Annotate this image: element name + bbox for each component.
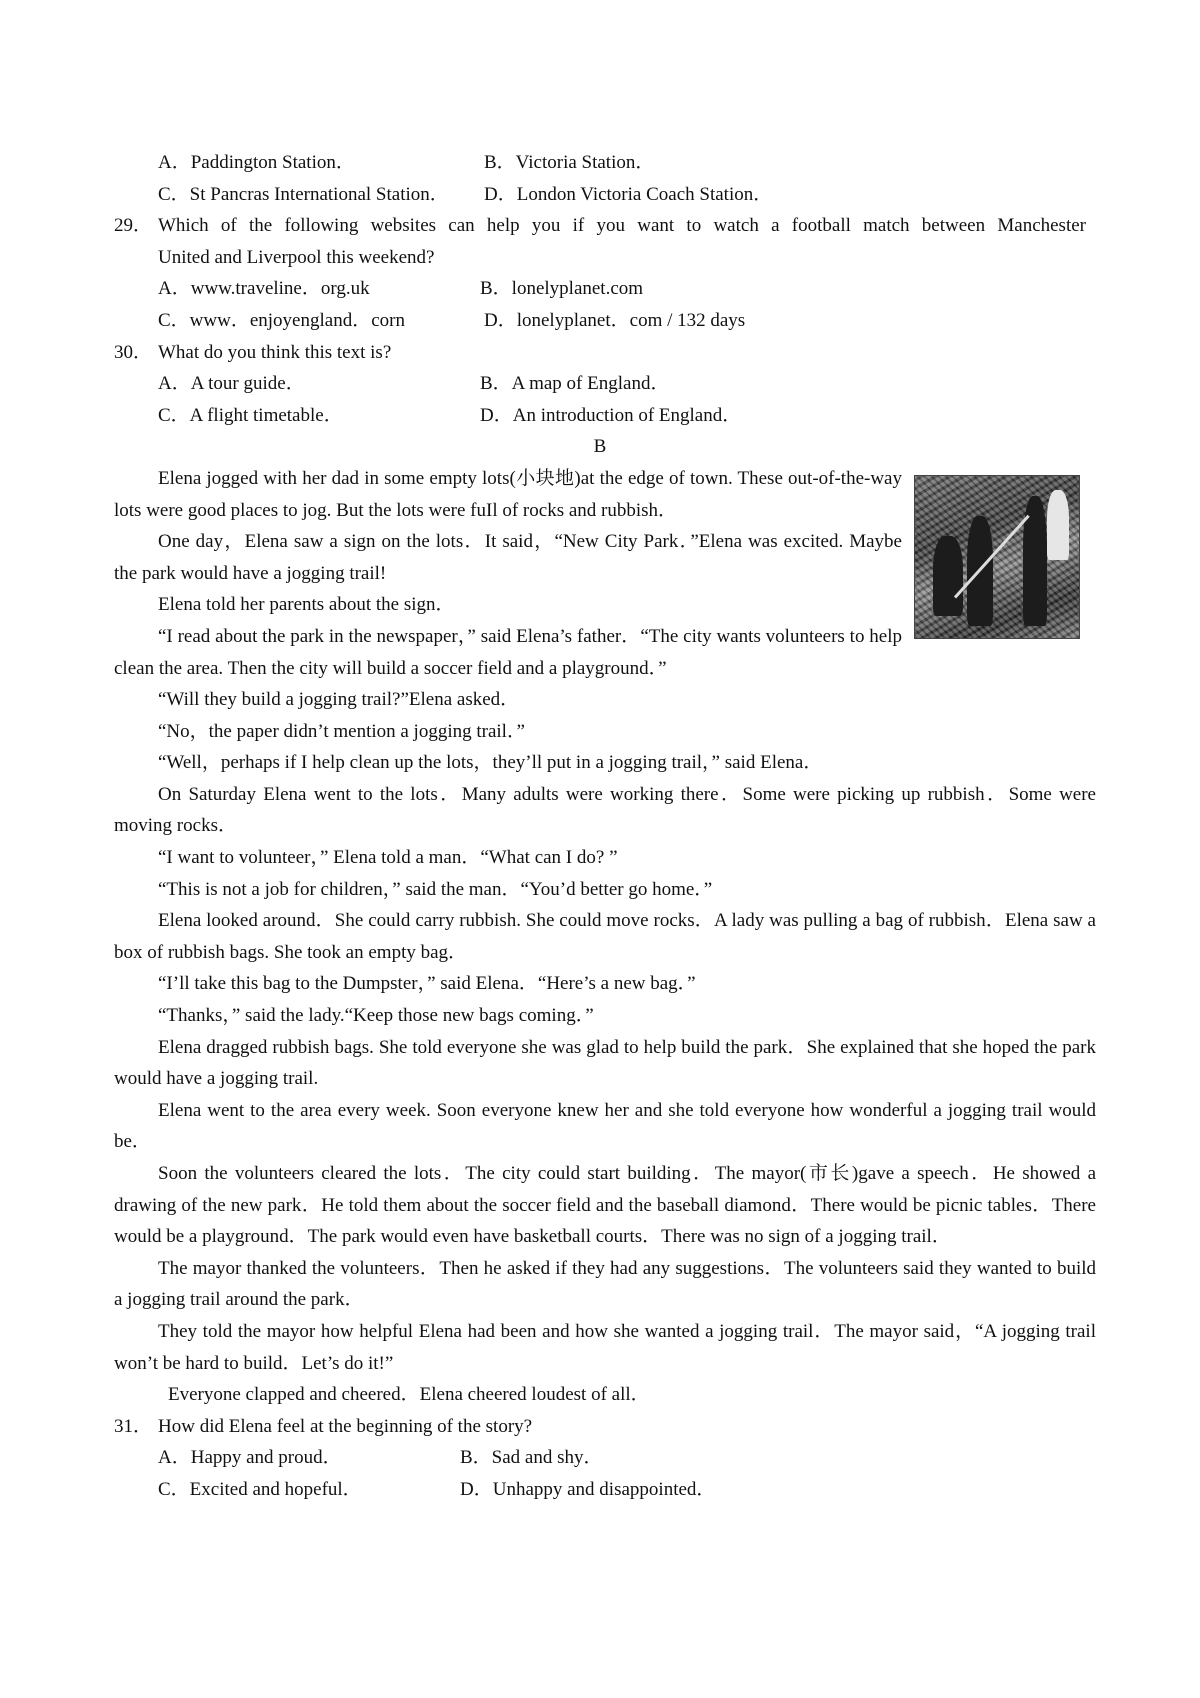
q30-option-a: A．A tour guide．: [158, 373, 305, 395]
q30-option-b: B．A map of England．: [480, 373, 670, 395]
passage-paragraph-19: Everyone clapped and cheered．Elena cheered loudest of all．: [168, 1384, 650, 1406]
passage-paragraph-9: “I want to volunteer，” Elena told a man．“What can I do? ”: [158, 847, 618, 869]
q31-option-b: B．Sad and shy．: [460, 1447, 603, 1469]
passage-paragraph-3: Elena told her parents about the sign．: [158, 594, 455, 616]
q31-options-row-1: [0, 1442, 1200, 1474]
passage-paragraph-6: “No，the paper didn’t mention a jogging trail．”: [158, 720, 525, 742]
passage-paragraph-10: “This is not a job for children，” said the man．“You’d better go home．”: [158, 878, 713, 900]
q29-option-b: B．lonelyplanet.com: [480, 278, 644, 300]
exam-page: [0, 147, 1200, 1506]
q31-stem: [0, 1411, 1200, 1443]
q29-option-a: A．www.traveline．org.uk: [158, 278, 370, 300]
q28-option-b: B．Victoria Station．: [484, 152, 655, 173]
passage-paragraph-11: Elena looked around．She could carry rubbish. She could move rocks．A lady was pulling a bag of rubbish．Elena saw a box of rubbish bags. She took an empty bag．: [114, 910, 1096, 963]
q29-options-row-2: [0, 305, 1200, 337]
photo-figure-1: [933, 536, 963, 616]
q29-stem: [0, 210, 1200, 242]
q29-stem-cont: [0, 242, 1200, 274]
q29-option-c: C．www．enjoyengland．corn: [158, 309, 405, 331]
passage-paragraph-5: “Will they build a jogging trail?”Elena asked．: [158, 689, 520, 711]
q31-option-c: C．Excited and hopeful．: [158, 1478, 362, 1500]
q29-option-d: D．lonelyplanet．com / 132 days: [484, 309, 746, 331]
q31-text: How did Elena feel at the beginning of the story?: [158, 1415, 533, 1437]
q31-number: 31．: [114, 1415, 153, 1437]
q29-text-line-1: Which of the following websites can help you if you want to watch a football match between Manchester: [158, 215, 1086, 237]
passage-paragraph-1: Elena jogged with her dad in some empty lots(小块地)at the edge of town. These out-of-the-way lots were good places to jog. But the lots were fuIl of rocks and rubbish．: [114, 467, 902, 521]
passage-paragraph-4: “I read about the park in the newspaper，” said Elena’s father．“The city wants volunteers to help clean the area. Then the city will build a soccer field and a playground．”: [114, 625, 902, 679]
q30-number: 30．: [114, 341, 153, 363]
passage-paragraph-17: The mayor thanked the volunteers．Then he asked if they had any suggestions．The volunteers said they wanted to build a jogging trail around the park．: [114, 1257, 1096, 1311]
q30-option-d: D．An introduction of England．: [480, 404, 742, 426]
section-b-heading: B: [593, 436, 607, 458]
q28-option-d: D．London Victoria Coach Station．: [484, 183, 773, 205]
photo-figure-4: [1047, 490, 1069, 560]
passage-paragraph-12: “I’ll take this bag to the Dumpster，” said Elena．“Here’s a new bag．”: [158, 973, 696, 995]
q30-option-c: C．A flight timetable．: [158, 404, 343, 426]
volunteers-photo: [914, 475, 1080, 639]
q30-options-row-2: [0, 400, 1200, 432]
section-heading: [0, 431, 1200, 463]
q29-options-row-1: [0, 273, 1200, 305]
q29-number: 29．: [114, 215, 153, 237]
q28-options-row-2: [0, 179, 1200, 211]
passage-paragraph-2: One day，Elena saw a sign on the lots．It said，“New City Park．”Elena was excited. Maybe the park would have a jogging trail!: [114, 531, 902, 584]
passage-paragraph-7: “Well，perhaps if I help clean up the lots，they’ll put in a jogging trail，” said Elena．: [158, 752, 823, 774]
q31-option-a: A．Happy and proud．: [158, 1447, 342, 1469]
passage-paragraph-13: “Thanks，” said the lady.“Keep those new bags coming．”: [158, 1005, 594, 1027]
q31-option-d: D．Unhappy and disappointed．: [460, 1478, 716, 1500]
q28-option-c: C．St Pancras International Station．: [158, 183, 449, 205]
q30-options-row-1: [0, 368, 1200, 400]
passage-paragraph-15: Elena went to the area every week. Soon everyone knew her and she told everyone how wonderful a jogging trail would be．: [114, 1099, 1096, 1153]
q31-options-row-2: [0, 1474, 1200, 1506]
passage-paragraph-14: Elena dragged rubbish bags. She told everyone she was glad to help build the park．She explained that she hoped the park would have a jogging trail.: [114, 1036, 1096, 1090]
q30-stem: [0, 337, 1200, 369]
passage-paragraph-18: They told the mayor how helpful Elena had been and how she wanted a jogging trail．The mayor said，“A jogging trail won’t be hard to build．Let’s do it!”: [114, 1320, 1096, 1374]
passage-paragraph-8: On Saturday Elena went to the lots．Many adults were working there．Some were picking up rubbish．Some were moving rocks．: [114, 783, 1096, 837]
passage-paragraph-16: Soon the volunteers cleared the lots．The city could start building．The mayor(市长)gave a speech．He showed a drawing of the new park．He told them about the soccer field and the baseball diamond．There would be picnic tables．There would be a playground．The park would even have basketball courts．There was no sign of a jogging trail．: [114, 1163, 1096, 1248]
q30-text: What do you think this text is?: [158, 341, 392, 363]
q29-text-line-2: United and Liverpool this weekend?: [158, 246, 435, 268]
q28-options-row-1: [0, 147, 1200, 179]
q28-option-a: A．Paddington Station．: [158, 152, 355, 173]
